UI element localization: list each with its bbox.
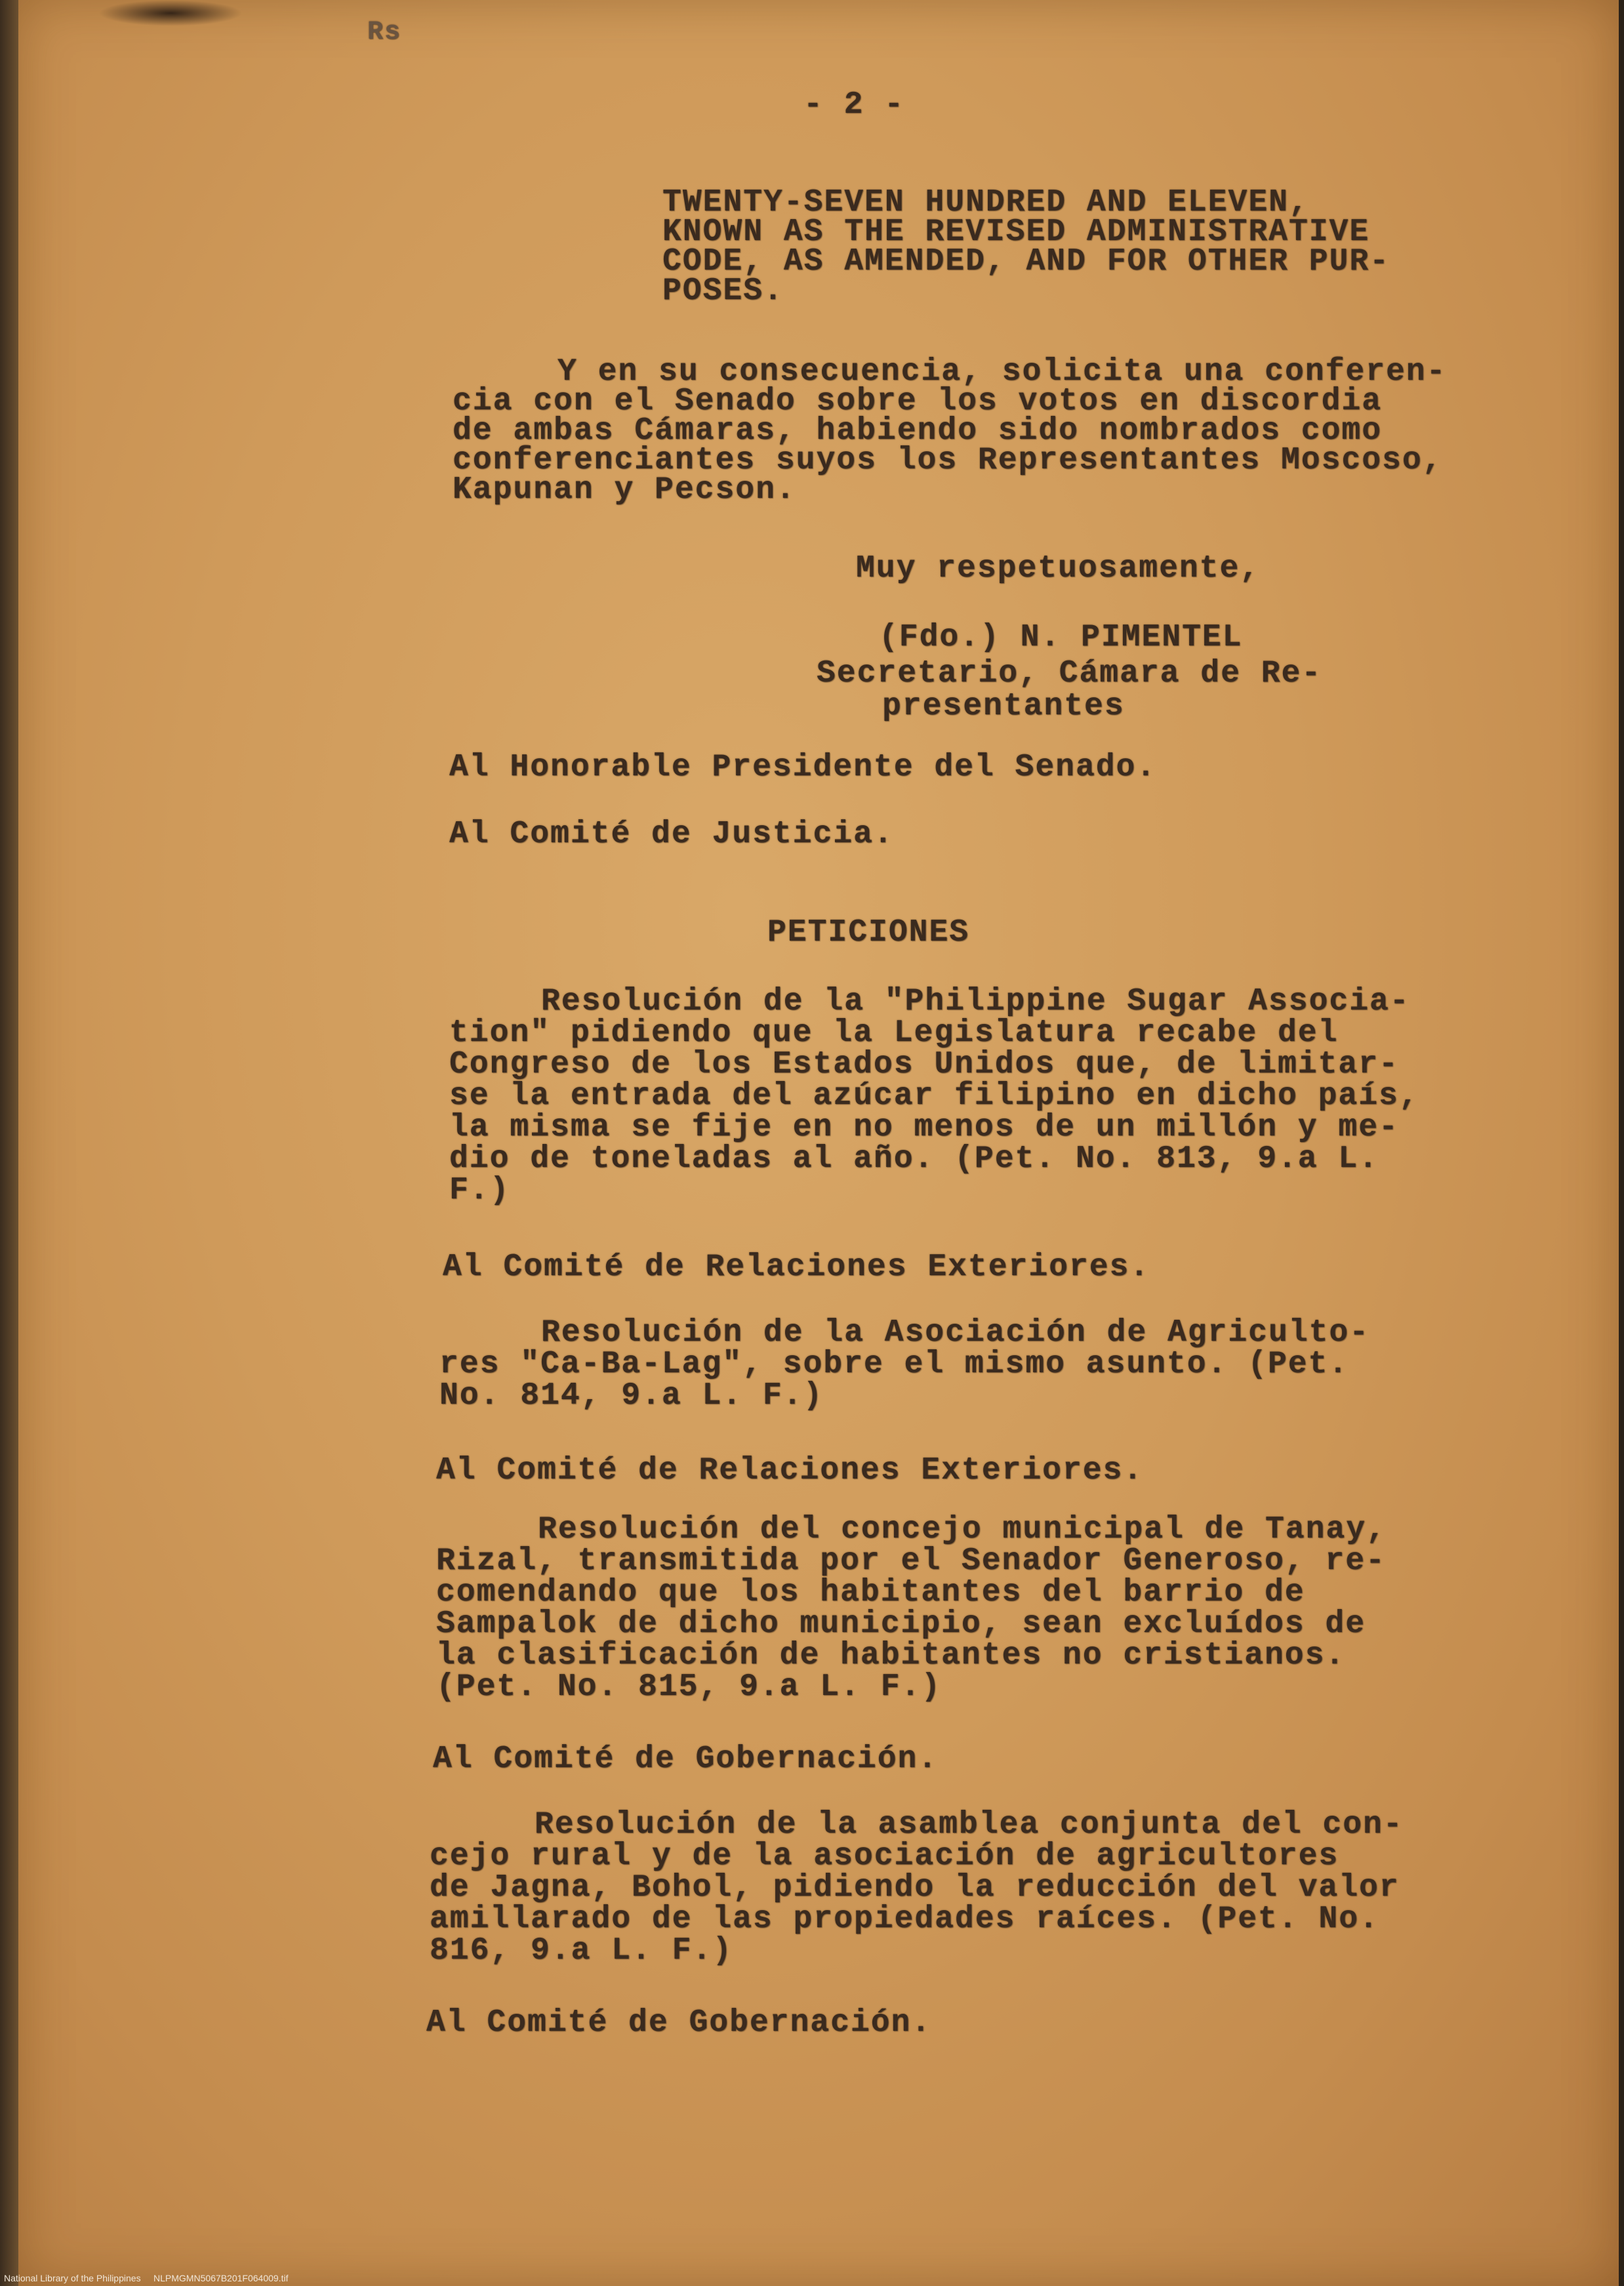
petition-line: tion" pidiendo que la Legislatura recabe del: [449, 1015, 1339, 1051]
petition-committee: Al Comité de Gobernación.: [433, 1742, 939, 1777]
petition-line: amillarado de las propiedades raíces. (Pet. No.: [430, 1902, 1379, 1937]
signature-title-2: presentantes: [882, 689, 1125, 724]
scan-edge: [0, 0, 18, 2286]
intro-line-3: de ambas Cámaras, habiendo sido nombrados como: [453, 413, 1383, 449]
intro-line-1: Y en su consecuencia, solicita una conferen-: [558, 354, 1447, 390]
section-heading: PETICIONES: [767, 915, 970, 950]
intro-line-5: Kapunan y Pecson.: [453, 472, 796, 508]
petition-line: de Jagna, Bohol, pidiendo la reducción del valor: [430, 1870, 1400, 1906]
petition-line: Resolución del concejo municipal de Tanay,: [538, 1512, 1387, 1547]
closing-salutation: Muy respetuosamente,: [856, 551, 1261, 586]
title-line-1: TWENTY-SEVEN HUNDRED AND ELEVEN,: [662, 185, 1309, 220]
petition-line: 816, 9.a L. F.): [430, 1933, 733, 1969]
petition-line: Resolución de la "Philippine Sugar Associa-: [541, 984, 1410, 1019]
title-line-2: KNOWN AS THE REVISED ADMINISTRATIVE: [662, 214, 1370, 250]
petition-line: dio de toneladas al año. (Pet. No. 813, 9.a L.: [449, 1141, 1379, 1177]
petition-line: Rizal, transmitida por el Senador Generoso, re-: [436, 1543, 1386, 1579]
petition-line: Congreso de los Estados Unidos que, de limitar-: [449, 1047, 1399, 1082]
addressee: Al Honorable Presidente del Senado.: [449, 750, 1157, 785]
petition-line: la clasificación de habitantes no cristianos.: [436, 1638, 1346, 1673]
header-initials: Rs: [367, 18, 402, 47]
signature-name: (Fdo.) N. PIMENTEL: [879, 620, 1243, 655]
petition-line: comendando que los habitantes del barrio de: [436, 1575, 1305, 1610]
petition-line: cejo rural y de la asociación de agricultores: [430, 1839, 1339, 1874]
signature-title-1: Secretario, Cámara de Re-: [817, 656, 1322, 691]
petition-line: Resolución de la asamblea conjunta del con-: [535, 1807, 1404, 1843]
petition-line: Sampalok de dicho municipio, sean excluídos de: [436, 1606, 1366, 1642]
petition-line: No. 814, 9.a L. F.): [439, 1378, 824, 1414]
petition-committee: Al Comité de Relaciones Exteriores.: [443, 1250, 1150, 1285]
petition-line: la misma se fije en no menos de un millón y me-: [449, 1110, 1399, 1145]
title-line-3: CODE, AS AMENDED, AND FOR OTHER PUR-: [662, 244, 1390, 279]
petition-line: F.): [449, 1173, 510, 1208]
scan-footer: National Library of the Philippines NLPMGMN5067B201F064009.tif: [4, 2273, 289, 2283]
petition-committee: Al Comité de Gobernación.: [426, 2005, 932, 2041]
petition-line: res "Ca-Ba-Lag", sobre el mismo asunto. (Pet.: [439, 1347, 1349, 1382]
committee-justice: Al Comité de Justicia.: [449, 817, 894, 852]
ink-stain: [98, 0, 243, 26]
petition-line: Resolución de la Asociación de Agriculto-: [541, 1315, 1370, 1351]
intro-line-4: conferenciantes suyos los Representantes Moscoso,: [453, 443, 1443, 478]
petition-line: (Pet. No. 815, 9.a L. F.): [436, 1669, 942, 1705]
intro-line-2: cia con el Senado sobre los votos en discordia: [453, 384, 1383, 419]
petition-line: se la entrada del azúcar filipino en dicho país,: [449, 1078, 1419, 1114]
title-line-4: POSES.: [662, 274, 784, 309]
petition-committee: Al Comité de Relaciones Exteriores.: [436, 1453, 1144, 1488]
page-number: - 2 -: [803, 87, 905, 123]
